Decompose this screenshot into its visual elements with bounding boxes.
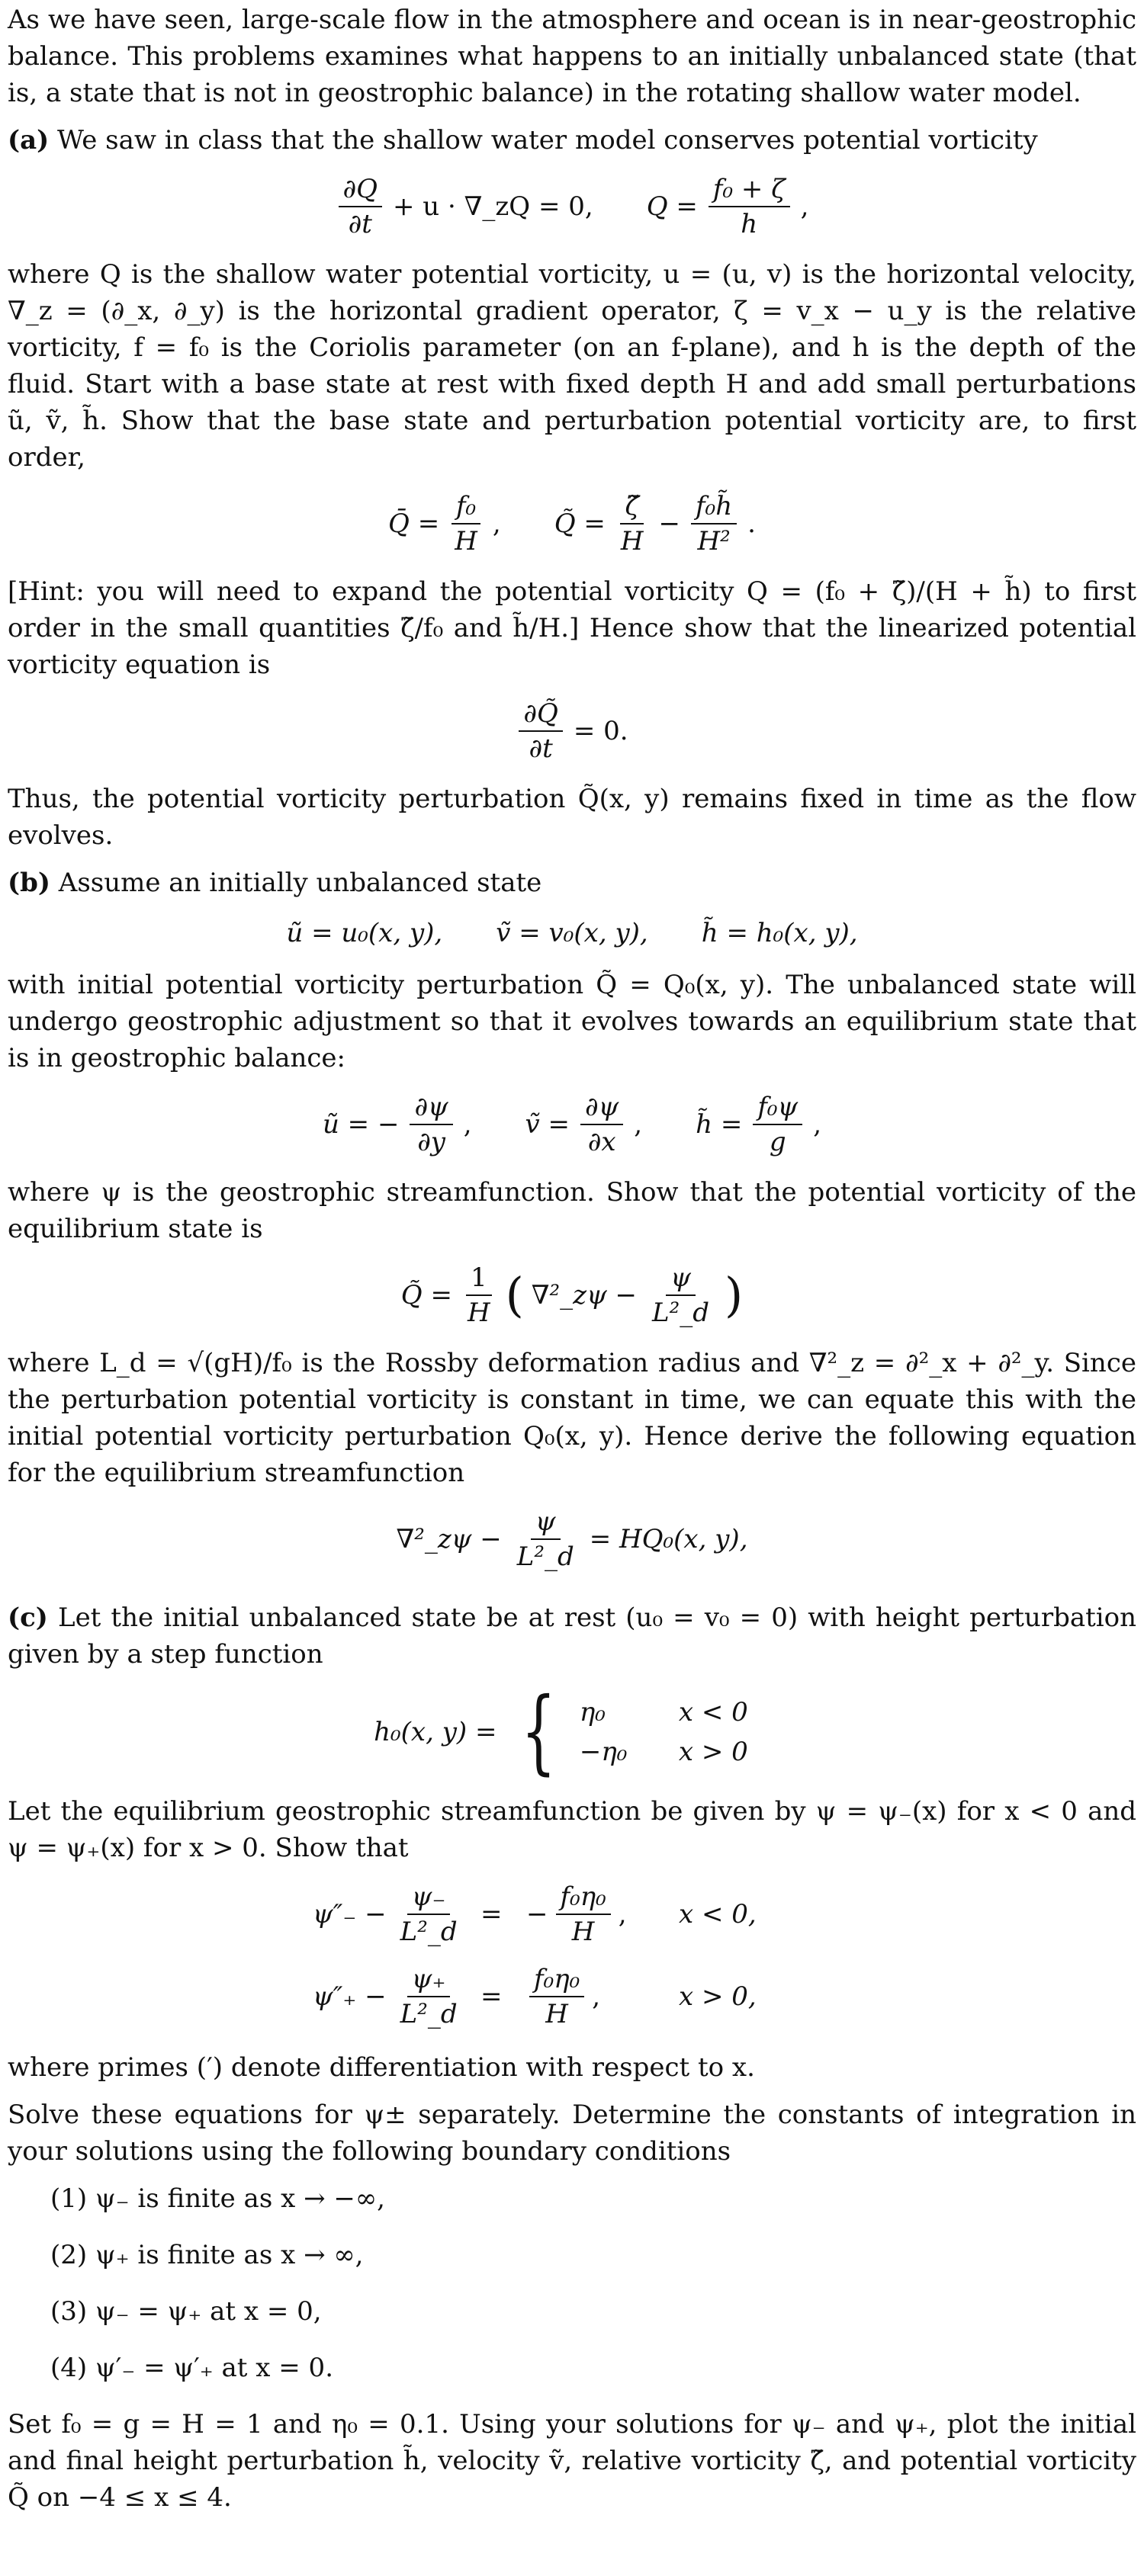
- qtilde-lhs: Q̃ =: [554, 508, 606, 539]
- ode-minus-equals: =: [480, 1899, 503, 1930]
- zeta-numerator: ζ̃: [620, 489, 643, 525]
- problem-sheet: [8, 0, 1136, 2516]
- part-b-label: (b): [8, 868, 50, 898]
- open-paren: (: [505, 1267, 524, 1323]
- initial-u: ũ = u₀(x, y),: [286, 918, 443, 948]
- part-b-text-3: where L_d = √(gH)/f₀ is the Rossby deformation radius and ∇²_z = ∂²_x + ∂²_y. Since the perturbation potential vorticity is constant in time, we can equate this with the initial potential vorticity perturbation Q₀(x, y). Hence derive the following equation for the equilibrium streamfunction: [8, 1348, 1136, 1488]
- h-balance-lhs: h̃ =: [696, 1109, 743, 1140]
- ode-minus-lhs-text: ψ″₋ −: [313, 1899, 387, 1930]
- ode-plus-rhs: [526, 1962, 679, 2031]
- part-b-text-1: with initial potential vorticity perturbation Q̃ = Q₀(x, y). The unbalanced state will undergo geostrophic adjustment so that it evolves towards an equilibrium state that is in geostrophic balance:: [8, 970, 1136, 1073]
- dqtilde-denominator: ∂t: [529, 733, 553, 764]
- ode-minus-rhs-denominator: H: [571, 1917, 595, 1947]
- dqtilde-dt-fraction: [519, 697, 562, 765]
- part-a-text-2: [Hint: you will need to expand the potential vorticity Q = (f₀ + ζ̃)/(H + h̃) to first order in the small quantities ζ̃/f₀ and h̃/H.] Hence show that the linearized potential vorticity equation is: [8, 576, 1136, 680]
- f0psi-numerator: f₀ψ: [753, 1090, 802, 1125]
- unbalanced-state-equation: [8, 915, 1136, 951]
- ode-minus-rhs: [526, 1880, 679, 1949]
- h-denominator: H: [467, 1298, 490, 1328]
- part-c-text-1: Let the equilibrium geostrophic streamfunction be given by ψ = ψ₋(x) for x < 0 and ψ = ψ₊(x) for x > 0. Show that: [8, 1796, 1136, 1863]
- q-numerator: f₀ + ζ: [709, 172, 790, 207]
- q-denominator: h: [741, 209, 758, 239]
- q-definition-trail: ,: [800, 191, 809, 222]
- ode-plus-rhs-denominator: H: [545, 1999, 568, 2029]
- ode-minus-rhs-trail: ,: [618, 1899, 627, 1930]
- u-balance-trail: ,: [463, 1109, 472, 1140]
- dqtilde-numerator: ∂Q̃: [519, 697, 562, 732]
- one-numerator: 1: [466, 1261, 492, 1296]
- step-cases: [580, 1694, 770, 1770]
- f0h-over-h2-fraction: [691, 489, 737, 558]
- dq-numerator: ∂Q: [339, 172, 382, 207]
- part-c-text-2: where primes (′) denote differentiation with respect to x.: [8, 2052, 755, 2083]
- psi-over-ld2-fraction: [648, 1261, 714, 1330]
- initial-h: h̃ = h₀(x, y),: [701, 918, 858, 948]
- boundary-conditions-list: [50, 2180, 1136, 2386]
- f0h-numerator: f₀h̃: [691, 489, 737, 525]
- dt-denominator: ∂t: [348, 209, 372, 239]
- q-definition-fraction: [709, 172, 790, 241]
- f0psi-over-g-fraction: [753, 1090, 802, 1159]
- ode-plus-condition: x > 0,: [679, 1981, 757, 2012]
- dpsi-dx-numerator: ∂ψ: [580, 1090, 623, 1125]
- zeta-denominator: H: [620, 526, 644, 557]
- ode-plus-lhs: [313, 1962, 480, 2031]
- h2-denominator: H²: [697, 526, 731, 557]
- ode-minus-condition: x < 0,: [679, 1899, 757, 1930]
- advection-term: + u · ∇_zQ = 0,: [393, 191, 593, 222]
- ode-plus-ld2-denominator: L²_d: [400, 1999, 458, 2029]
- psi-numerator: ψ: [666, 1261, 696, 1296]
- pv-conservation-equation: [8, 172, 1136, 241]
- v-balance-lhs: ṽ =: [525, 1109, 570, 1140]
- step-row2-value: −η₀: [579, 1737, 628, 1767]
- base-and-perturbation-pv-equation: [8, 489, 1136, 558]
- part-c-text-4: Set f₀ = g = H = 1 and η₀ = 0.1. Using your solutions for ψ₋ and ψ₊, plot the initial and final height perturbation h̃, velocity ṽ, relative vorticity ζ̃, and potential vorticity Q̃ on −4 ≤ x ≤ 4.: [8, 2409, 1136, 2513]
- ode-minus-rhs-fraction: [556, 1880, 611, 1949]
- part-a-lead-text: We saw in class that the shallow water model conserves potential vorticity: [57, 125, 1038, 156]
- ode-plus-rhs-numerator: f₀η₀: [529, 1962, 584, 1997]
- ode-system: [8, 1880, 1136, 2031]
- streamfunction-laplacian: ∇²_zψ −: [396, 1524, 502, 1554]
- dpsi-dx-denominator: ∂x: [587, 1127, 616, 1157]
- laplacian-term: ∇²_zψ −: [531, 1280, 638, 1310]
- ode-minus-ld2-denominator: L²_d: [400, 1917, 458, 1947]
- q-definition-lhs: Q =: [646, 191, 698, 222]
- h-balance-trail: ,: [813, 1109, 822, 1140]
- ode-plus-lhs-text: ψ″₊ −: [313, 1981, 387, 2012]
- equilibrium-pv-lhs: Q̃ =: [400, 1280, 452, 1310]
- step-brace: {: [520, 1679, 556, 1785]
- part-a-text-1: where Q is the shallow water potential vorticity, u = (u, v) is the horizontal velocity, ∇_z = (∂_x, ∂_y) is the horizontal gradient operator, ζ = v_x − u_y is the relative vorticity, f = f₀ is the Coriolis parameter (on an f-plane), and h is the depth of the fluid. Start with a base state at rest with fixed depth H and add small perturbations ũ, ṽ, h̃. Show that the base state and perturbation potential vorticity are, to first order,: [8, 259, 1136, 473]
- part-a-lead: [8, 122, 1136, 159]
- part-c-label: (c): [8, 1602, 48, 1633]
- boundary-condition-3: (3) ψ₋ = ψ₊ at x = 0,: [50, 2296, 322, 2327]
- u-balance-lhs: ũ = −: [322, 1109, 400, 1140]
- ode-plus-rhs-trail: ,: [592, 1981, 601, 2012]
- linearized-pv-equation: [8, 697, 1136, 765]
- qbar-trail: ,: [492, 508, 501, 539]
- close-paren: ): [725, 1267, 744, 1323]
- step-row2-condition: x > 0: [678, 1737, 748, 1767]
- qbar-fraction: [450, 489, 482, 558]
- streamfunction-ld2-denominator: L²_d: [516, 1541, 574, 1572]
- part-c-lead: [8, 1599, 1136, 1673]
- g-denominator: g: [769, 1127, 786, 1157]
- qbar-numerator: f₀: [451, 489, 480, 525]
- boundary-condition-4: (4) ψ′₋ = ψ′₊ at x = 0.: [50, 2353, 333, 2383]
- qtilde-trail: .: [747, 508, 756, 539]
- step-function-equation: [8, 1679, 1136, 1785]
- initial-v: ṽ = v₀(x, y),: [496, 918, 648, 948]
- part-c-lead-text: Let the initial unbalanced state be at rest (u₀ = v₀ = 0) with height perturbation given by a step function: [8, 1602, 1137, 1670]
- part-b-lead: [8, 865, 1136, 901]
- boundary-condition-2: (2) ψ₊ is finite as x → ∞,: [50, 2240, 364, 2270]
- step-lhs: h₀(x, y) =: [374, 1717, 497, 1747]
- equilibrium-pv-equation: [8, 1261, 1136, 1330]
- part-c-text-3: Solve these equations for ψ± separately. Determine the constants of integration in your solutions using the following boundary conditions: [8, 2100, 1136, 2167]
- ld2-denominator: L²_d: [652, 1298, 710, 1328]
- boundary-condition-1: (1) ψ₋ is finite as x → −∞,: [50, 2183, 385, 2214]
- part-a-label: (a): [8, 125, 50, 156]
- ode-minus-psi-numerator: ψ₋: [407, 1880, 451, 1915]
- zeta-over-h-fraction: [616, 489, 648, 558]
- dq-dt-fraction: [339, 172, 382, 241]
- streamfunction-equation: [8, 1505, 1136, 1574]
- ode-minus-psi-fraction: [396, 1880, 462, 1949]
- dpsi-dx-fraction: [580, 1090, 623, 1159]
- ode-minus-lhs: [313, 1880, 480, 1949]
- dpsi-dy-denominator: ∂y: [417, 1127, 445, 1157]
- one-over-h-fraction: [463, 1261, 495, 1330]
- step-row1-value: η₀: [579, 1697, 606, 1727]
- qbar-denominator: H: [455, 526, 477, 557]
- linearized-rhs: = 0.: [573, 716, 628, 746]
- minus-sign: −: [658, 508, 681, 539]
- geostrophic-balance-equation: [8, 1090, 1136, 1159]
- v-balance-trail: ,: [634, 1109, 643, 1140]
- ode-minus-rhs-sign: −: [526, 1899, 548, 1930]
- part-b-lead-text: Assume an initially unbalanced state: [58, 868, 542, 898]
- ode-plus-psi-fraction: [396, 1962, 462, 2031]
- part-b-text-2: where ψ is the geostrophic streamfunction. Show that the potential vorticity of the equilibrium state is: [8, 1177, 1136, 1244]
- ode-plus-psi-numerator: ψ₊: [407, 1962, 451, 1997]
- part-a-text-3: Thus, the potential vorticity perturbation Q̃(x, y) remains fixed in time as the flow evolves.: [8, 784, 1136, 851]
- ode-plus-equals: =: [480, 1981, 503, 2012]
- streamfunction-psi-numerator: ψ: [531, 1505, 561, 1540]
- dpsi-dy-fraction: [410, 1090, 452, 1159]
- streamfunction-rhs: = HQ₀(x, y),: [589, 1524, 748, 1554]
- ode-plus-rhs-fraction: [529, 1962, 584, 2031]
- ode-minus-rhs-numerator: f₀η₀: [556, 1880, 611, 1915]
- intro-paragraph: As we have seen, large-scale flow in the atmosphere and ocean is in near-geostrophic balance. This problems examines what happens to an initially unbalanced state (that is, a state that is not in geostrophic balance) in the rotating shallow water model.: [8, 5, 1136, 108]
- step-row1-condition: x < 0: [678, 1697, 748, 1727]
- streamfunction-psi-fraction: [513, 1505, 579, 1574]
- qbar-lhs: Q̄ =: [388, 508, 440, 539]
- dpsi-dy-numerator: ∂ψ: [410, 1090, 452, 1125]
